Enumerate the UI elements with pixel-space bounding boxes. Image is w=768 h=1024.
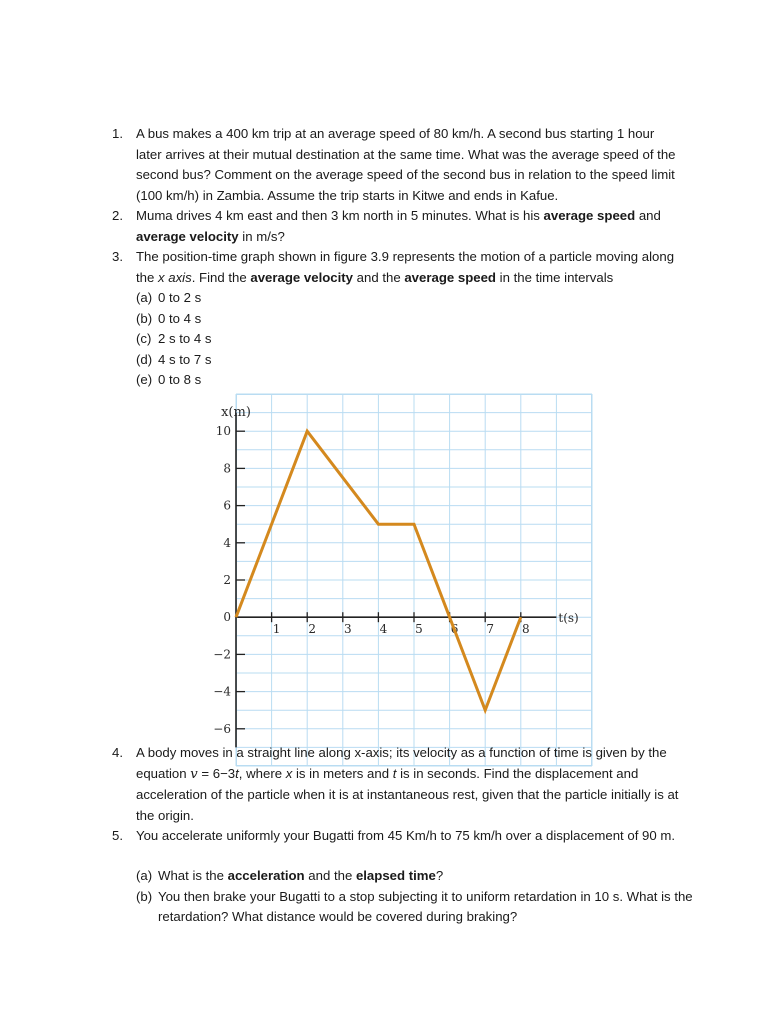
y-tick-label: 2 [223, 573, 231, 587]
text-run: and the [353, 269, 405, 285]
interval-text: 0 to 4 s [158, 310, 202, 326]
questions-bottom [112, 743, 682, 847]
text-run: , where [238, 765, 286, 781]
interval-label: (a) [136, 290, 153, 305]
text-run: . Find the [191, 269, 251, 285]
question-item [112, 743, 682, 826]
text-run: is in meters and [292, 765, 393, 781]
variable: v [190, 766, 198, 782]
variable: x [285, 765, 293, 781]
text-run: ? [435, 868, 444, 883]
position-time-graph [213, 394, 592, 766]
interval-text: 4 s to 7 s [158, 351, 212, 367]
interval-item [136, 288, 706, 309]
y-axis-label: x(m) [221, 405, 251, 420]
interval-label: (e) [136, 372, 153, 387]
subpart-item [136, 866, 706, 887]
question-item [112, 826, 682, 847]
question-number: 1. [112, 126, 123, 141]
text-run: in m/s? [238, 228, 285, 244]
text-run: in the time intervals [495, 269, 614, 285]
interval-item [136, 329, 706, 350]
bold-term: average velocity [250, 269, 354, 285]
x-tick-label: 1 [272, 622, 281, 637]
x-tick-label: 2 [308, 622, 317, 637]
x-tick-label: 6 [450, 622, 459, 637]
text-run: Muma drives 4 km east and then 3 km north in 5 minutes. What is his [136, 208, 544, 223]
bold-term: elapsed time [355, 868, 436, 883]
x-tick-label: 7 [486, 622, 495, 637]
questions-top [112, 124, 682, 288]
variable: t [392, 765, 397, 781]
y-tick-label: 8 [223, 461, 231, 476]
question-item [112, 247, 682, 288]
question-number: 2. [112, 208, 123, 223]
interval-item [136, 309, 706, 330]
subpart-item [136, 887, 706, 928]
x-tick-label: 8 [521, 622, 530, 637]
interval-label: (d) [136, 351, 153, 367]
text-run: The position-time graph shown in figure 3.9 represents the motion of a particle moving along the [136, 249, 675, 285]
bold-term: average speed [404, 269, 496, 285]
question-item [112, 124, 682, 206]
text-run: and [635, 208, 661, 223]
text-run: A body moves in a straight line along x-axis; its velocity as a function of time is given by the equation [136, 745, 667, 781]
text-run: A bus makes a 400 km trip at an average speed of 80 km/h. A second bus starting 1 hour later arrives at their mutual destination at the same time. What was the average speed of the second bus? Comment on the average speed of the second bus in relation to the speed limit (100 km/h) in Zambia. Assume the trip starts in Kitwe and ends in Kafue. [136, 126, 676, 203]
y-tick-label: 0 [223, 610, 231, 625]
interval-label: (c) [136, 331, 152, 346]
question-number: 3. [112, 249, 123, 264]
question-5-subparts [112, 866, 706, 928]
graph-grid [236, 394, 592, 766]
question-3-intervals [112, 288, 706, 391]
interval-label: (b) [136, 310, 153, 326]
graph-labels [213, 405, 578, 736]
x-tick-label: 5 [415, 622, 423, 637]
subpart-label: (b) [136, 888, 153, 904]
y-tick-label: −4 [213, 684, 231, 699]
y-tick-label: 6 [223, 498, 231, 513]
question-item [112, 206, 682, 247]
interval-text: 0 to 8 s [158, 372, 202, 387]
interval-text: 0 to 2 s [158, 290, 202, 305]
text-run: is in seconds. Find the displacement and acceleration of the particle when it is at instantaneous rest, given that the particle initially is at the origin. [136, 765, 679, 823]
bold-term: acceleration [227, 868, 305, 883]
y-tick-label: −2 [213, 647, 231, 662]
subpart-label: (a) [136, 868, 153, 883]
x-axis-label: t(s) [558, 611, 579, 626]
y-tick-label: 4 [223, 535, 231, 550]
text-run: You accelerate uniformly your Bugatti from 45 Km/h to 75 km/h over a displacement of 90 m. [136, 828, 675, 843]
question-number: 4. [112, 745, 123, 760]
text-run: and the [304, 868, 356, 883]
text-run: = 6−3 [197, 765, 236, 781]
x-tick-label: 4 [379, 622, 388, 637]
bold-term: average speed [543, 208, 636, 223]
x-tick-label: 3 [343, 622, 352, 637]
text-run: You then brake your Bugatti to a stop subjecting it to uniform retardation in 10 s. What is the retardation? What distance would be covered during braking? [158, 888, 693, 924]
interval-item [136, 370, 706, 391]
y-tick-label: −6 [213, 721, 231, 736]
text-run: What is the [158, 868, 228, 883]
variable: t [235, 765, 239, 781]
y-tick-label: 10 [215, 424, 231, 439]
bold-term: average velocity [136, 228, 239, 244]
question-number: 5. [112, 828, 123, 843]
interval-item [136, 350, 706, 371]
interval-text: 2 s to 4 s [158, 331, 212, 346]
variable: x axis [158, 269, 192, 285]
